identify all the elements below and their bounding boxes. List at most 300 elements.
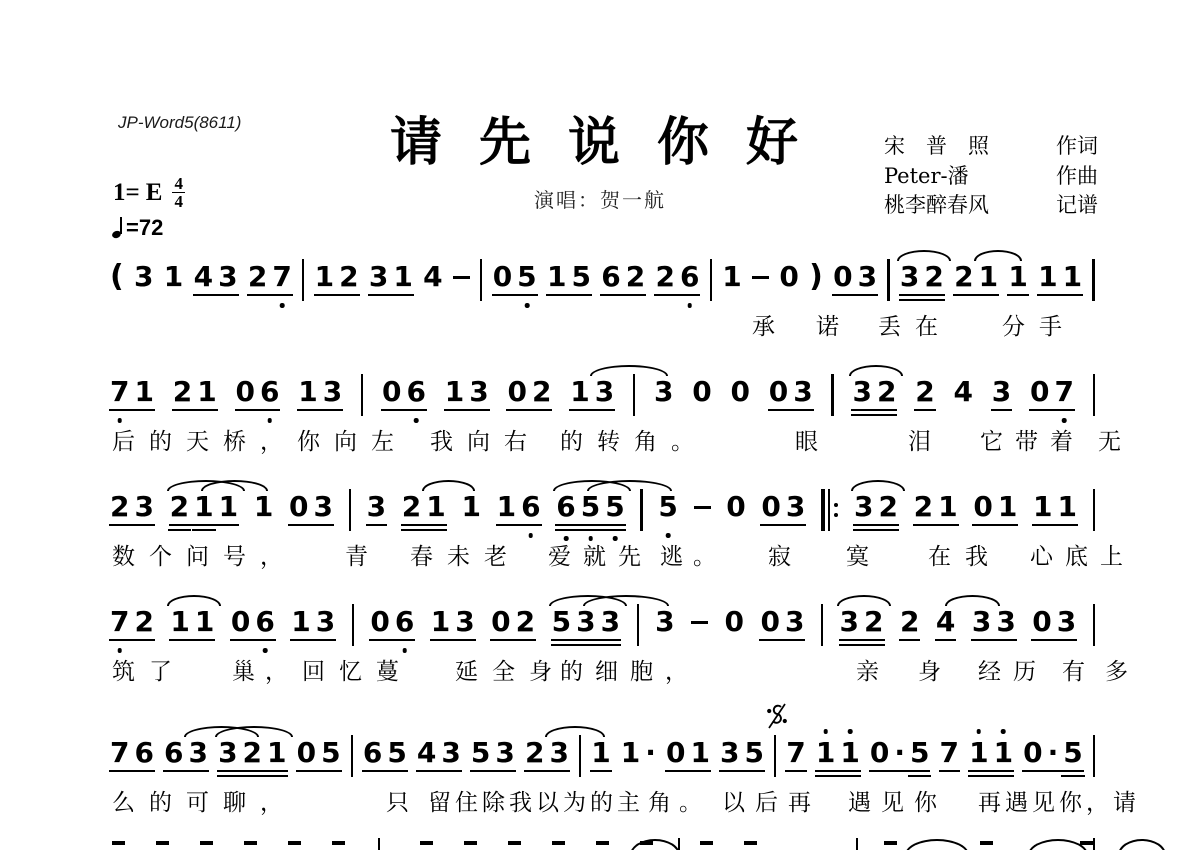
cutoff-note-top (288, 841, 301, 845)
note-token (760, 607, 804, 637)
note-token (218, 738, 286, 768)
note-digit: 1 (840, 738, 859, 768)
note-token (722, 262, 741, 292)
lyric-segment: 巢， (232, 659, 298, 685)
note-token (423, 262, 442, 292)
barline (1093, 374, 1095, 416)
duration-dash (453, 276, 470, 279)
note-digit: 5 (321, 736, 341, 769)
note-digit: 3 (996, 605, 1016, 638)
note-token (369, 262, 413, 292)
note-digit: 4 (953, 375, 973, 408)
lyric-segment: 回忆蔓 (302, 659, 413, 685)
note-digit: 3 (134, 490, 154, 523)
lyric-segment: 角。 (648, 790, 710, 816)
barline (1092, 259, 1094, 301)
note-digit: 0 (730, 375, 750, 408)
note-digit: 0 (1032, 605, 1052, 638)
note-digit: 2 (339, 260, 359, 293)
barline (361, 374, 363, 416)
note-token (655, 262, 699, 292)
note-token (552, 607, 620, 637)
note-digit: 5 (571, 260, 591, 293)
barline-wrap (1093, 738, 1095, 777)
lyric-segment: 眼 (795, 429, 838, 455)
note-token (173, 377, 217, 407)
cutoff-note-top (744, 841, 757, 845)
note-token (231, 607, 275, 637)
cutoff-note-top (156, 841, 169, 845)
note-token (692, 377, 711, 407)
barline (710, 259, 712, 301)
lyric-segment: 遇见你 (848, 790, 947, 816)
note-digit: 0 (491, 605, 511, 638)
score-line (110, 736, 1140, 816)
note-token (491, 607, 535, 637)
cutoff-note-top (700, 841, 713, 845)
barline (1093, 735, 1095, 777)
note-digit: 3 (576, 605, 596, 638)
lyric-segment: 寞 (846, 544, 889, 570)
note-token (852, 377, 896, 407)
note-digit: 2 (242, 736, 263, 769)
note-digit: 1 (1062, 260, 1083, 293)
note-digit: 1 (1033, 490, 1053, 523)
note-digit: 3 (134, 260, 154, 293)
note-token (493, 262, 537, 292)
note-digit: 3 (322, 375, 343, 408)
watermark-label: JP-Word5(8611) (118, 113, 242, 132)
note-digit: 1 (163, 260, 184, 293)
note-digit: 6 (601, 260, 621, 293)
note-digit: 7 (786, 736, 806, 769)
cutoff-barline (856, 838, 858, 850)
barline (637, 604, 639, 646)
note-digit: 3 (441, 736, 461, 769)
note-digit: 0 (665, 736, 686, 769)
note-token (992, 377, 1011, 407)
barline-wrap (1093, 607, 1095, 646)
note-digit: 2 (110, 490, 130, 523)
note-token (900, 607, 919, 637)
note-token (525, 738, 569, 768)
slur-arc (849, 365, 903, 376)
note-digit: 1 (267, 736, 287, 769)
barline (349, 489, 351, 531)
note-digit: 1 (620, 736, 641, 769)
lyric-segment: 心底上 (1030, 544, 1135, 570)
barline-wrap (637, 607, 639, 646)
note-digit: 2 (878, 490, 898, 523)
barline (640, 489, 642, 531)
note-digit: 0 (1030, 375, 1050, 408)
credit-row (884, 132, 1098, 162)
barline (352, 604, 354, 646)
note-token (915, 377, 934, 407)
cutoff-note-top (244, 841, 257, 845)
note-digit: 1 (690, 736, 710, 769)
note-token (236, 377, 280, 407)
cutoff-note-top (884, 841, 897, 845)
lyric-segment: 再遇见你，请 (978, 790, 1140, 816)
note-digit: 2 (924, 260, 944, 293)
segno-icon (766, 702, 788, 736)
note-token (621, 738, 656, 768)
octave-dot-above (848, 729, 853, 734)
note-digit: 2 (169, 490, 190, 523)
note-token (248, 262, 292, 292)
barline-wrap (831, 377, 833, 416)
note-token (570, 377, 614, 407)
note-digit: 1 (134, 375, 154, 408)
note-token (725, 607, 744, 637)
note-token (954, 262, 998, 292)
note-token (914, 492, 958, 522)
note-digit: 3 (315, 605, 336, 638)
note-token (402, 492, 446, 522)
note-digit: 4 (416, 736, 437, 769)
notes-row (110, 607, 1095, 639)
note-digit: 0 (760, 605, 780, 638)
octave-dot-above (1001, 729, 1006, 734)
note-token (658, 492, 677, 522)
note-token (461, 492, 480, 522)
note-digit: 1 (969, 738, 988, 768)
note-token (110, 492, 154, 522)
note-token (556, 492, 624, 522)
note-digit: 1 (444, 375, 465, 408)
note-digit: 0 (724, 605, 745, 638)
lyric-segment: 它带着 (980, 429, 1085, 455)
tempo-marking (112, 215, 163, 241)
tie-arc (974, 250, 1023, 261)
credit-name: 宋 普 照 (884, 134, 989, 158)
notes-row (110, 259, 1095, 294)
note-token (363, 738, 407, 768)
note-token (497, 492, 541, 522)
note-digit: 1 (393, 260, 413, 293)
barline (831, 374, 833, 416)
barline (302, 259, 304, 301)
note-token (297, 738, 341, 768)
parenthesis: ( (110, 259, 124, 294)
note-digit: 7 (110, 607, 129, 637)
lyric-segment: 后的天桥，你向左 (112, 429, 408, 455)
note-digit: 0 (289, 490, 309, 523)
note-token (382, 377, 426, 407)
note-digit: 3 (655, 605, 675, 638)
note-digit: 3 (991, 375, 1012, 408)
cutoff-note-top (332, 841, 345, 845)
note-digit: 3 (366, 490, 387, 523)
note-digit: 1 (194, 605, 215, 638)
note-digit: 1 (978, 260, 999, 293)
note-digit: 1 (197, 375, 217, 408)
cutoff-note-top (464, 841, 477, 845)
note-token (816, 738, 860, 768)
lyric-segment: 分手 (1002, 314, 1076, 340)
parenthesis: ) (809, 259, 823, 294)
credit-role: 记谱 (1056, 193, 1098, 217)
key-signature (113, 176, 185, 209)
lyric-segment: 青 (345, 544, 388, 570)
note-digit: 3 (784, 605, 805, 638)
octave-dot-above (823, 729, 828, 734)
cutoff-note-top (200, 841, 213, 845)
duration-dash (694, 506, 711, 509)
note-token (940, 738, 959, 768)
lyric-segment: 亲 (856, 659, 899, 685)
note-token (110, 377, 154, 407)
note-token (936, 607, 955, 637)
note-digit: 3 (218, 736, 238, 769)
lyric-segment: 我向右 (430, 429, 541, 455)
barline-wrap (579, 738, 581, 777)
cutoff-note-top (552, 841, 565, 845)
note-digit: 6 (395, 607, 414, 637)
lyric-segment: 延全身 (455, 659, 566, 685)
note-digit: 6 (556, 492, 575, 522)
note-token (953, 377, 972, 407)
note-digit: 0 (779, 260, 799, 293)
note-digit: 0 (973, 490, 993, 523)
note-digit: 1 (1057, 490, 1077, 523)
note-digit: 2 (655, 260, 675, 293)
barline-wrap (480, 262, 482, 301)
note-digit: 2 (515, 605, 536, 638)
note-digit: 6 (521, 492, 540, 522)
note-digit: 7 (1054, 377, 1073, 407)
note-digit: 0 (869, 736, 890, 769)
note-digit: 4 (423, 260, 443, 293)
barline (579, 735, 581, 777)
song-title: 请 先 说 你 好 (389, 115, 810, 172)
lyric-segment: 承 (752, 314, 795, 340)
cutoff-slur-arc (630, 839, 680, 850)
note-token (164, 262, 183, 292)
note-digit: 3 (368, 260, 389, 293)
note-digit: 7 (272, 262, 291, 292)
barline (633, 374, 635, 416)
note-digit: 3 (218, 260, 238, 293)
credit-role: 作曲 (1056, 163, 1098, 188)
note-digit: 0 (370, 605, 390, 638)
note-digit: 1 (1008, 260, 1028, 293)
note-digit: 2 (172, 375, 193, 408)
cutoff-slur-arc (905, 839, 969, 850)
note-digit: 4 (193, 260, 214, 293)
note-digit: 2 (401, 490, 422, 523)
note-token (591, 738, 610, 768)
note-token (431, 607, 475, 637)
note-token (471, 738, 515, 768)
note-token (298, 377, 342, 407)
time-signature (172, 176, 185, 209)
note-digit: 5 (909, 736, 930, 769)
cutoff-note-top (420, 841, 433, 845)
note-token (973, 492, 1017, 522)
note-token (730, 377, 749, 407)
lyric-segment: 爱就先 (548, 544, 653, 570)
note-digit: 1 (426, 490, 446, 523)
note-token (134, 262, 153, 292)
cutoff-barline (378, 838, 380, 850)
note-digit: 0 (768, 375, 789, 408)
note-token (900, 262, 944, 292)
note-token (972, 607, 1016, 637)
note-token (726, 492, 745, 522)
note-digit: 1 (938, 490, 958, 523)
barline (351, 735, 353, 777)
lyric-segment: 留住除我以为的主 (428, 790, 644, 816)
note-digit: 0 (235, 375, 255, 408)
note-digit: 6 (164, 736, 184, 769)
repeat-thin-bar (828, 489, 830, 531)
repeat-dots (834, 503, 838, 517)
note-token (254, 492, 273, 522)
note-digit: 3 (857, 260, 878, 293)
note-token (110, 738, 154, 768)
time-signature-numerator: 4 (174, 174, 183, 193)
note-digit: 0 (230, 605, 251, 638)
note-digit: 6 (260, 377, 279, 407)
note-token (779, 262, 798, 292)
lyrics-row (110, 653, 1148, 685)
note-digit: 0 (692, 375, 712, 408)
note-digit: 2 (247, 260, 268, 293)
duration-dash (691, 621, 708, 624)
note-digit: 2 (524, 736, 545, 769)
note-digit: 1 (816, 738, 835, 768)
cutoff-barline (1093, 838, 1095, 850)
lyrics-row (110, 784, 1140, 816)
note-digit: 1 (194, 490, 214, 523)
note-token (654, 377, 673, 407)
note-digit: 5 (551, 605, 572, 638)
note-token (854, 492, 898, 522)
note-digit: 2 (864, 605, 884, 638)
note-digit: 1 (997, 490, 1018, 523)
barline-wrap (349, 492, 351, 531)
note-digit: 2 (913, 490, 934, 523)
note-digit: 5 (387, 736, 407, 769)
score-line (110, 259, 1095, 340)
lyric-segment: 的细胞， (560, 659, 700, 685)
note-digit: 6 (255, 607, 274, 637)
slur-arc (167, 595, 221, 606)
note-digit: 0 (492, 260, 513, 293)
lyric-segment: 只 (386, 790, 429, 816)
note-digit: 1 (291, 605, 311, 638)
note-digit: 1 (496, 490, 517, 523)
note-digit: 2 (876, 375, 897, 408)
note-digit: 6 (680, 262, 699, 292)
note-token (1030, 377, 1074, 407)
note-digit: 0 (381, 375, 402, 408)
note-token (1008, 262, 1027, 292)
lyric-segment: 的转角。 (560, 429, 708, 455)
note-digit: 3 (313, 490, 333, 523)
note-token (833, 262, 877, 292)
note-digit: · (645, 736, 656, 769)
note-token (786, 738, 805, 768)
note-digit: 3 (594, 375, 615, 408)
notes-row (110, 492, 1095, 524)
credit-row (884, 191, 1098, 221)
barline-wrap (1092, 262, 1094, 301)
note-digit: 1 (314, 260, 335, 293)
note-token (840, 607, 884, 637)
note-token (367, 492, 386, 522)
singer-subtitle: 演唱：贺一航 (534, 188, 666, 212)
note-digit: 1 (253, 490, 274, 523)
barline-wrap (887, 262, 889, 301)
lyric-segment: 春未老 (410, 544, 521, 570)
score-line (110, 375, 1141, 455)
note-digit: 2 (915, 375, 935, 408)
slur-arc (851, 480, 905, 491)
lyric-segment: 筑了 (112, 659, 186, 685)
score-line (110, 605, 1148, 685)
note-digit: 0 (1023, 736, 1043, 769)
slur-arc (837, 595, 891, 606)
lyric-segment: 在我 (928, 544, 1002, 570)
note-digit: 3 (549, 736, 569, 769)
key-letter: E (145, 178, 163, 206)
note-digit: 3 (455, 605, 475, 638)
barline-wrap (352, 607, 354, 646)
note-token (720, 738, 764, 768)
note-digit: 3 (899, 260, 920, 293)
note-token (170, 607, 214, 637)
lyric-segment: 有 (1062, 659, 1105, 685)
lyric-segment: 经历 (978, 659, 1048, 685)
note-digit: 0 (296, 736, 317, 769)
cutoff-note-top (596, 841, 609, 845)
note-digit: 1 (430, 605, 451, 638)
note-token (164, 738, 208, 768)
note-digit: 1 (591, 736, 611, 769)
lyrics-row (110, 423, 1141, 455)
note-digit: 2 (899, 605, 920, 638)
barline (1093, 604, 1095, 646)
notes-row (110, 738, 1095, 770)
note-token (417, 738, 461, 768)
note-digit: 1 (461, 490, 481, 523)
octave-dot-above (977, 729, 982, 734)
barline (480, 259, 482, 301)
credits-block (884, 132, 1098, 221)
credit-name: 桃李醉春风 (884, 193, 989, 217)
credit-row (884, 162, 1098, 192)
lyric-segment: 泪 (908, 429, 951, 455)
tempo-value: =72 (126, 215, 164, 240)
barline-wrap (640, 492, 642, 531)
cutoff-note-top (508, 841, 521, 845)
note-token (445, 377, 489, 407)
note-token (1033, 492, 1077, 522)
note-token (769, 377, 813, 407)
barline-wrap (633, 377, 635, 416)
note-digit: 3 (495, 736, 515, 769)
lyrics-row (110, 308, 1095, 338)
note-digit: 5 (470, 736, 491, 769)
note-token (315, 262, 359, 292)
note-digit: 5 (1063, 736, 1083, 769)
note-digit: 3 (188, 736, 208, 769)
lyric-segment: 多 (1105, 659, 1148, 685)
lyric-segment: 寂 (768, 544, 811, 570)
